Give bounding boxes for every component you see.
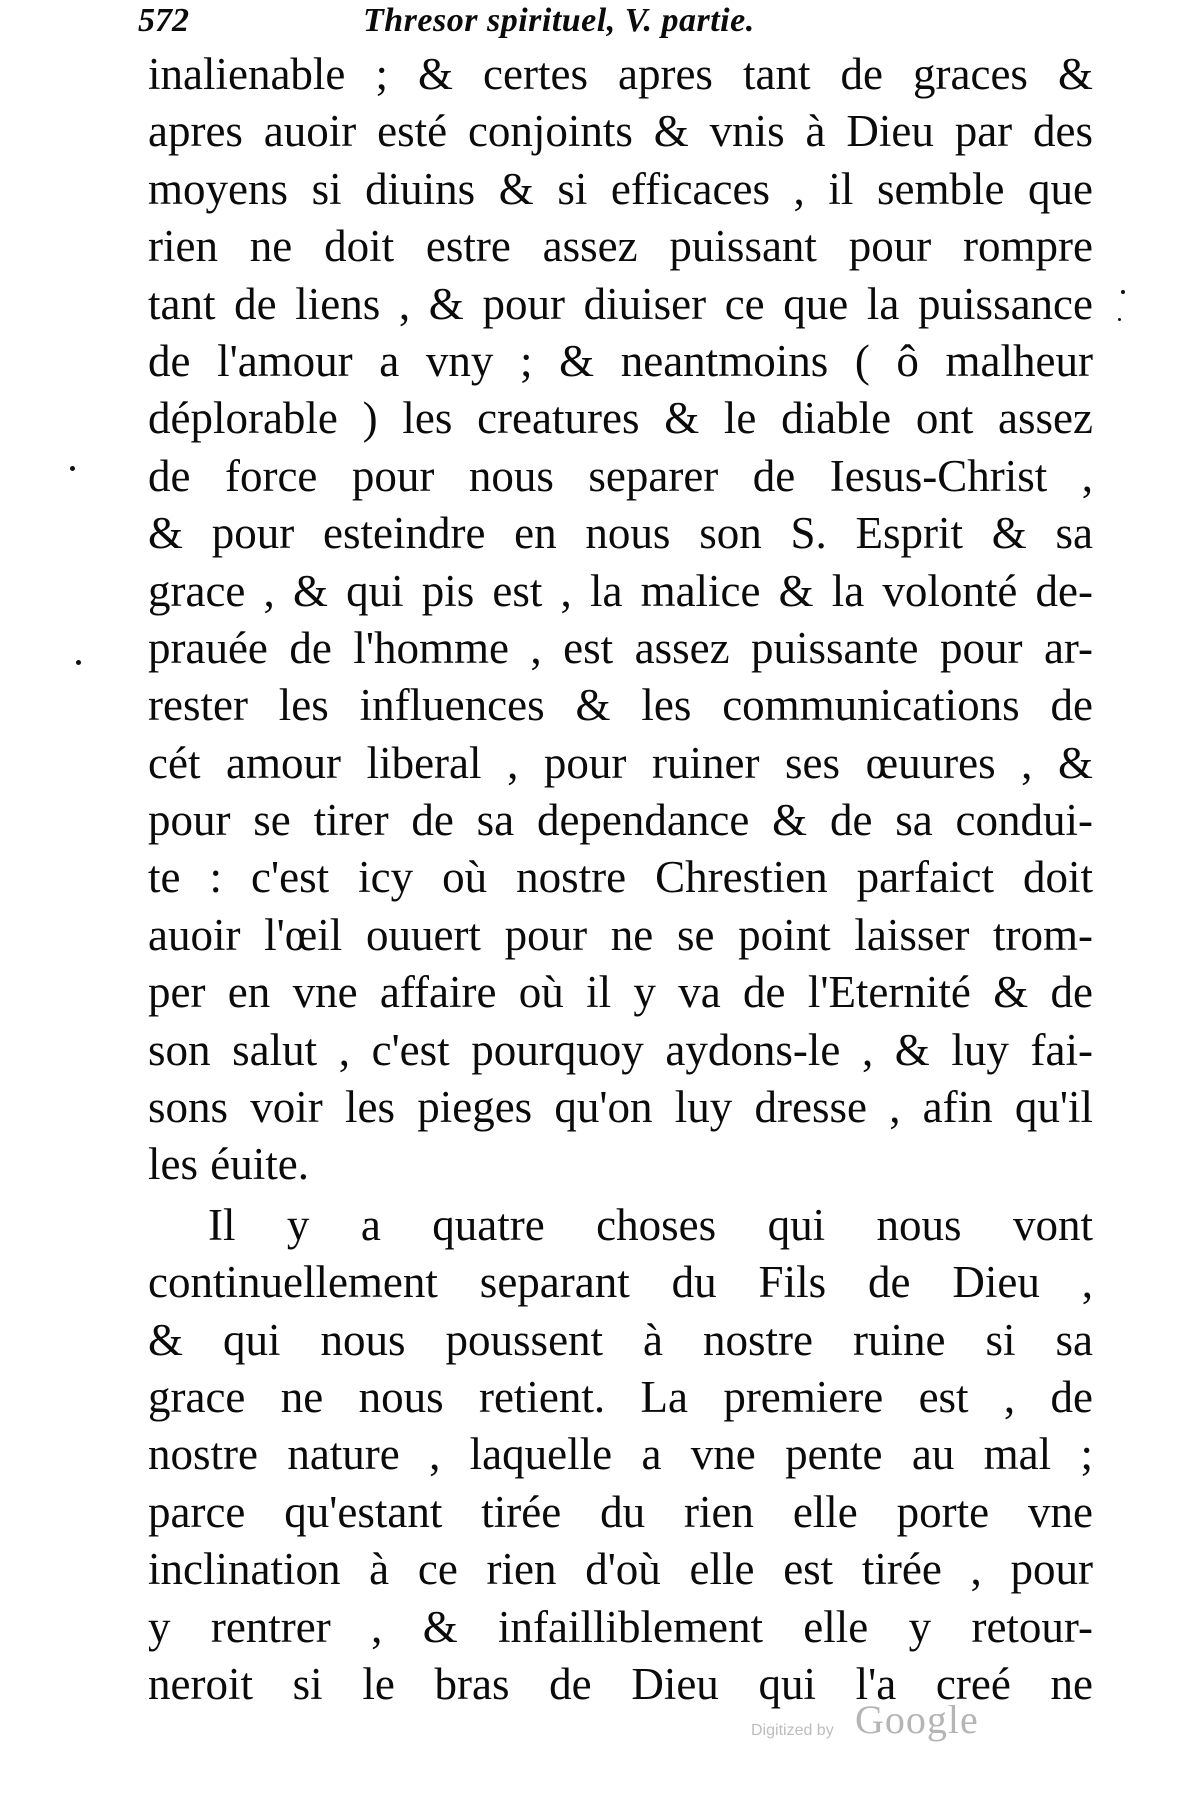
text-line: tant de liens , & pour diuiser ce que la puissance — [148, 278, 1093, 329]
text-line: son salut , c'est pourquoy aydons-le , & luy fai- — [148, 1024, 1093, 1075]
page-number: 572 — [138, 2, 189, 39]
text-line: nostre nature , laquelle a vne pente au mal ; — [148, 1429, 1093, 1480]
text-line: & pour esteindre en nous son S. Esprit & sa — [148, 508, 1093, 559]
text-line: Il y a quatre choses qui nous vont — [208, 1199, 1093, 1250]
text-line: de l'amour a vny ; & neantmoins ( ô malheur — [148, 335, 1093, 386]
google-logo-text: Google — [855, 1697, 979, 1742]
running-title: Thresor spirituel, V. partie. — [363, 2, 755, 39]
text-line: inalienable ; & certes apres tant de graces & — [148, 49, 1093, 99]
scan-speck — [1121, 290, 1125, 294]
text-line: & qui nous poussent à nostre ruine si sa — [148, 1314, 1093, 1365]
text-line: prauée de l'homme , est assez puissante pour ar- — [148, 622, 1093, 673]
text-line: apres auoir esté conjoints & vnis à Dieu par des — [148, 106, 1093, 157]
text-line: les éuite. — [148, 1139, 309, 1190]
text-line: per en vne affaire où il y va de l'Eternité & de — [148, 967, 1093, 1018]
text-line: continuellement separant du Fils de Dieu , — [148, 1257, 1093, 1308]
scan-speck — [1118, 318, 1121, 321]
text-line: te : c'est icy où nostre Chrestien parfaict doit — [148, 852, 1093, 903]
text-line: grace , & qui pis est , la malice & la volonté de- — [148, 565, 1093, 616]
scan-speck — [70, 466, 75, 471]
text-line: de force pour nous separer de Iesus-Christ , — [148, 450, 1093, 501]
text-line: rien ne doit estre assez puissant pour rompre — [148, 221, 1093, 272]
text-line: neroit si le bras de Dieu qui l'a creé ne — [148, 1658, 1093, 1709]
text-line: auoir l'œil ouuert pour ne se point laisser trom- — [148, 909, 1093, 960]
text-line: grace ne nous retient. La premiere est , de — [148, 1371, 1093, 1422]
watermark-prefix: Digitized by — [751, 1722, 834, 1739]
text-line: déplorable ) les creatures & le diable ont assez — [148, 393, 1093, 444]
digitized-by-google-watermark — [751, 1690, 1011, 1750]
text-line: rester les influences & les communications de — [148, 680, 1093, 731]
scan-speck — [76, 660, 81, 665]
text-line: inclination à ce rien d'où elle est tirée , pour — [148, 1544, 1093, 1595]
text-line: sons voir les pieges qu'on luy dresse , afin qu'il — [148, 1082, 1093, 1133]
text-line: cét amour liberal , pour ruiner ses œuures , & — [148, 737, 1093, 788]
text-line: y rentrer , & infailliblement elle y retour- — [148, 1601, 1093, 1652]
text-line: parce qu'estant tirée du rien elle porte vne — [148, 1486, 1093, 1537]
body-text — [148, 46, 1093, 1713]
running-head — [138, 2, 958, 40]
text-line: pour se tirer de sa dependance & de sa condui- — [148, 795, 1093, 846]
text-line: moyens si diuins & si efficaces , il semble que — [148, 163, 1093, 214]
